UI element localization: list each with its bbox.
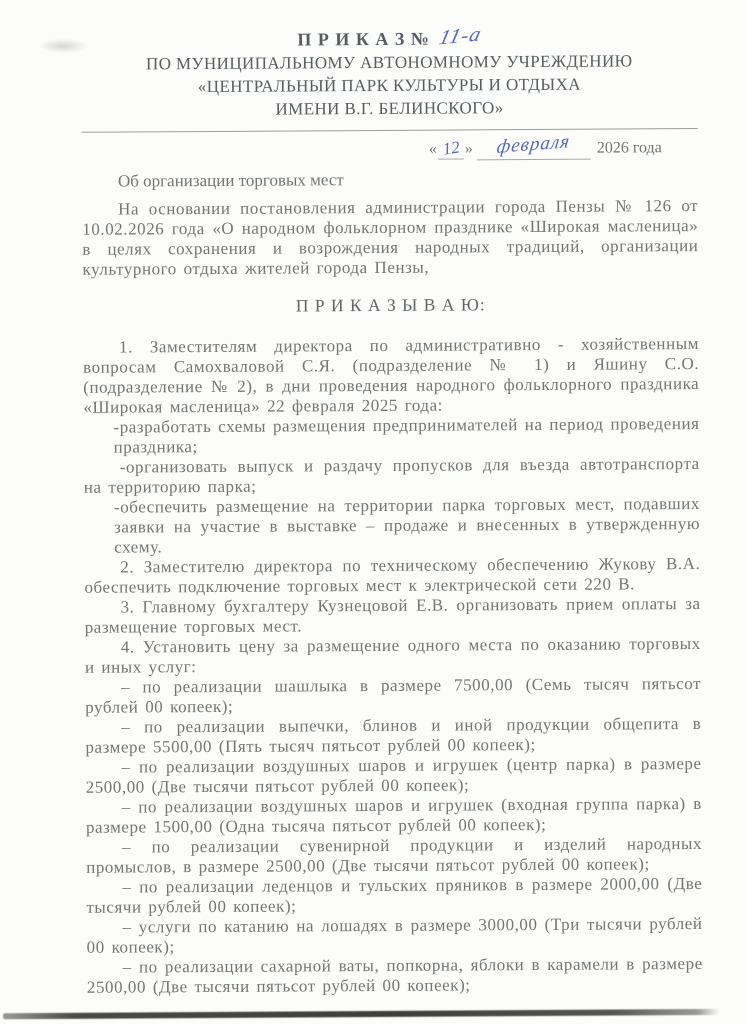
- order-item-1-sub-2: -организовать выпуск и раздачу пропусков для въезда автотранспорта на территорию парка;: [83, 454, 700, 497]
- resolve-word: П Р И К А З Ы В А Ю:: [295, 294, 486, 316]
- order-item-1-sub-1: -разработать схемы размещения предпринимателей на период проведения праздника;: [113, 414, 700, 457]
- date-month-handwritten: февраля: [495, 131, 572, 158]
- date-day-field: [438, 138, 464, 159]
- order-title: П Р И К А З №: [297, 28, 431, 50]
- price-item-8: – по реализации сахарной ваты, попкорна, яблоки в карамели в размере 2500,00 (Две тысячи пятьсот рублей 00 копеек);: [86, 953, 703, 997]
- price-item-4: – по реализации воздушных шаров и игрушек (входная группа парка) в размере 1500,00 (Одна тысяча пятьсот рублей 00 копеек);: [85, 793, 702, 837]
- order-item-1-sub-3: -обеспечить размещение на территории парка торговых мест, подавших заявки на участие в выставке – продаже и внесенных в утвержденную схему.: [113, 494, 701, 557]
- date-open-quote: «: [428, 140, 437, 158]
- order-title-line: [81, 21, 697, 53]
- price-item-5: – по реализации сувенирной продукции и изделий народных промыслов, в размере 2500,00 (Две тысячи пятьсот рублей 00 копеек);: [86, 833, 703, 877]
- price-item-6: – по реализации леденцов и тульских пряников в размере 2000,00 (Две тысячи рублей 00 копеек);: [86, 873, 703, 917]
- price-item-2: – по реализации выпечки, блинов и иной продукции общепита в размере 5500,00 (Пять тысяч пятьсот рублей 00 копеек);: [85, 713, 702, 757]
- price-item-3: – по реализации воздушных шаров и игрушек (центр парка) в размере 2500,00 (Две тысячи пятьсот рублей 00 копеек);: [85, 753, 702, 797]
- date-day-handwritten: 12: [440, 137, 461, 159]
- org-name-line2: «ЦЕНТРАЛЬНЫЙ ПАРК КУЛЬТУРЫ И ОТДЫХА: [197, 74, 581, 97]
- price-item-7: – услуги по катанию на лошадях в размере 3000,00 (Три тысячи рублей 00 копеек);: [86, 913, 703, 957]
- order-item-3: 3. Главному бухгалтеру Кузнецовой Е.В. организовать прием оплаты за размещение торговых мест.: [84, 594, 701, 637]
- subject-line: Об организации торговых мест: [117, 170, 344, 191]
- org-name-line3: ИМЕНИ В.Г. БЕЛИНСКОГО»: [275, 98, 504, 119]
- price-item-1: – по реализации шашлыка в размере 7500,00 (Семь тысяч пятьсот рублей 00 копеек);: [85, 673, 702, 717]
- order-item-1: 1. Заместителям директора по административно - хозяйственным вопросам Самохваловой С.Я. (подразделение № 1) и Яшину С.О. (подразделение № 2), в дни проведения народного фольклорного праздника «Широкая масленица» 22 февраля 2025 года:: [83, 334, 700, 417]
- preamble-paragraph: На основании постановления администрации города Пензы № 126 от 10.02.2026 года «О народном фольклорном празднике «Широкая масленица» в целях сохранения и возрождения народных традиций, организации культурного отдыха жителей города Пензы,: [82, 196, 699, 279]
- order-item-4: 4. Установить цену за размещение одного места по оказанию торговых и иных услуг:: [84, 634, 701, 677]
- org-name-line1: ПО МУНИЦИПАЛЬНОМУ АВТОНОМНОМУ УЧРЕЖДЕНИЮ: [145, 51, 633, 74]
- order-item-2: 2. Заместителю директора по техническому обеспечению Жукову В.А. обеспечить подключение торговых мест к электрической сети 220 В.: [84, 554, 701, 597]
- date-line: [82, 131, 698, 166]
- date-year: 2026 года: [596, 139, 662, 157]
- date-close-quote: »: [464, 140, 473, 158]
- scan-edge-artifact: [3, 1009, 719, 1019]
- order-number-handwritten: 11-а: [436, 21, 485, 50]
- document-header: [81, 21, 698, 122]
- date-month-field: [477, 131, 591, 161]
- header-divider: [82, 128, 698, 133]
